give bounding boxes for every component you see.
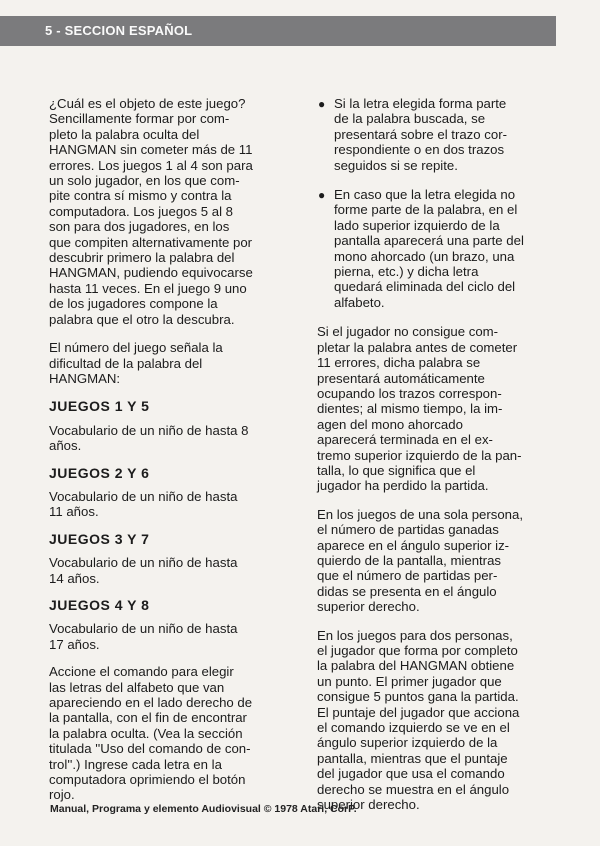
intro-paragraph: ¿Cuál es el objeto de este juego? Sencillamente formar por com- pleto la palabra oculta del HANGMAN sin cometer más de 11 errores. Los juegos 1 al 4 son para un solo jugador, en los que com- pite contra sí mismo y contra la computadora. Los juegos 5 al 8 son para dos jugadores, en los que compiten alternativamente por descubrir primero la palabra del HANGMAN, pudiendo equivocarse hasta 11 veces. En el juego 9 uno de los jugadores compone la palabra que el otro la descubra. bbox=[49, 96, 253, 327]
group-heading: JUEGOS 2 Y 6 bbox=[49, 464, 150, 481]
body-paragraph: Si el jugador no consigue com- pletar la palabra antes de cometer 11 errores, dicha palabra se presentará automáticamente ocupando los trazos correspon- dientes; al mismo tiempo, la im- agen del mono ahorcado aparecerá terminada en el ex- tremo superior izquierdo de la pan- talla, lo que significa que el jugador ha perdido la partida. bbox=[317, 324, 522, 494]
section-header-bar bbox=[0, 16, 556, 46]
group-text: Vocabulario de un niño de hasta 11 años. bbox=[49, 488, 238, 520]
body-paragraph: En los juegos de una sola persona, el número de partidas ganadas aparece en el ángulo superior iz- quierdo de la pantalla, mientras que el número de partidas per- didas se presenta en el ángulo superior derecho. bbox=[317, 506, 524, 615]
group-heading: JUEGOS 4 Y 8 bbox=[49, 596, 150, 613]
bullet-text: En caso que la letra elegida no forme parte de la palabra, en el lado superior izquierdo de la pantalla aparecerá una parte del mono ahorcado (un brazo, una pierna, etc.) y dicha letra quedará eliminada del ciclo del alfabeto. bbox=[334, 187, 524, 310]
bullet-icon: ● bbox=[318, 188, 326, 203]
group-text: Vocabulario de un niño de hasta 8 años. bbox=[49, 422, 249, 454]
left-column bbox=[49, 96, 289, 816]
group-text: Vocabulario de un niño de hasta 14 años. bbox=[49, 555, 238, 586]
difficulty-paragraph: El número del juego señala la dificultad de la palabra del HANGMAN: bbox=[49, 340, 223, 386]
body-paragraph: En los juegos para dos personas, el jugador que forma por completo la palabra del HANGMAN obtiene un punto. El primer jugador que consigue 5 puntos gana la partida. El puntaje del jugador que acciona el comando izquierdo se ve en el ángulo superior izquierdo de la pantalla, mientras que el puntaje del jugador que usa el comando derecho se muestra en el ángulo superior derecho. bbox=[317, 627, 520, 813]
bullet-icon: ● bbox=[318, 97, 326, 111]
right-column bbox=[317, 96, 559, 825]
copyright-footer: Manual, Programa y elemento Audiovisual © 1978 Atari, CorP. bbox=[50, 803, 357, 815]
section-title: 5 - SECCION ESPAÑOL bbox=[45, 23, 193, 38]
bullet-text: Si la letra elegida forma parte de la palabra buscada, se presentará sobre el trazo cor- respondiente o en dos trazos seguidos si se repite. bbox=[334, 96, 507, 173]
group-heading: JUEGOS 3 Y 7 bbox=[49, 530, 150, 547]
instructions-paragraph: Accione el comando para elegir las letras del alfabeto que van apareciendo en el lado derecho de la pantalla, con el fin de encontrar la palabra oculta. (Vea la sección titulada ''Uso del comando de con- trol''.) Ingrese cada letra en la computadora oprimiendo el botón rojo. bbox=[49, 664, 253, 803]
bullet-item bbox=[317, 96, 559, 173]
bullet-item bbox=[317, 187, 559, 310]
group-heading: JUEGOS 1 Y 5 bbox=[49, 398, 150, 415]
group-text: Vocabulario de un niño de hasta 17 años. bbox=[49, 621, 238, 652]
